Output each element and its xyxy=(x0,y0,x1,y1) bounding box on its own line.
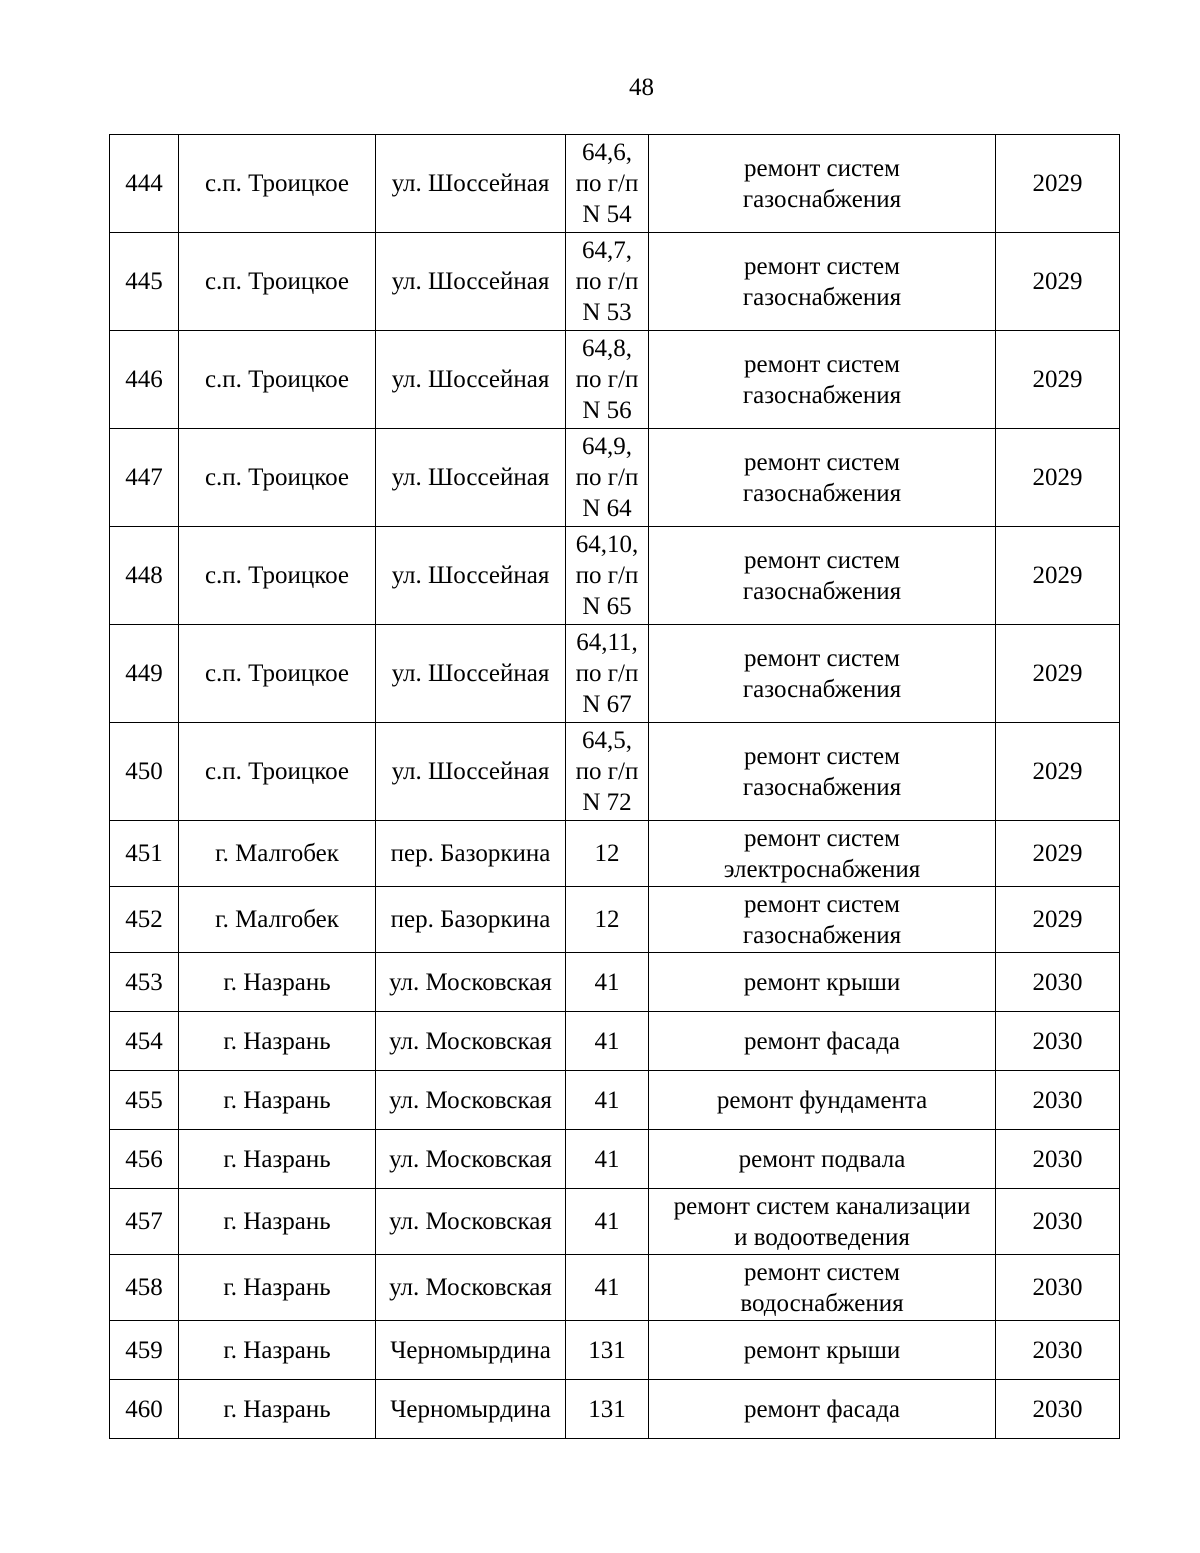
year-cell: 2029 xyxy=(996,331,1120,429)
street-cell: Черномырдина xyxy=(376,1321,566,1380)
table-row xyxy=(110,1321,1120,1380)
locality-cell: с.п. Троицкое xyxy=(179,723,376,821)
house-cell-line: по г/п xyxy=(575,562,639,589)
table-row xyxy=(110,887,1120,953)
table-row xyxy=(110,429,1120,527)
house-cell xyxy=(566,625,649,723)
locality-cell: г. Назрань xyxy=(179,1071,376,1130)
house-cell xyxy=(566,953,649,1012)
house-cell-line: 131 xyxy=(588,1336,626,1364)
street-cell: ул. Московская xyxy=(376,1012,566,1071)
house-cell xyxy=(566,429,649,527)
table-body xyxy=(110,135,1120,1439)
house-cell-line: по г/п xyxy=(575,170,639,197)
work-type-cell-line: ремонт систем xyxy=(744,154,900,182)
house-cell xyxy=(566,1071,649,1130)
work-type-cell-line: ремонт систем канализации xyxy=(673,1192,971,1220)
house-cell-line: 131 xyxy=(588,1395,626,1423)
house-cell-line: 64,9, xyxy=(582,433,632,460)
house-cell-line: N 54 xyxy=(582,201,632,228)
row-number-cell: 453 xyxy=(110,953,179,1012)
table-row xyxy=(110,723,1120,821)
street-cell: Черномырдина xyxy=(376,1380,566,1439)
row-number-cell: 444 xyxy=(110,135,179,233)
house-cell xyxy=(566,1380,649,1439)
street-cell: ул. Московская xyxy=(376,1189,566,1255)
locality-cell: с.п. Троицкое xyxy=(179,135,376,233)
house-cell-line: 41 xyxy=(594,1208,620,1235)
street-cell: пер. Базоркина xyxy=(376,821,566,887)
table-row xyxy=(110,953,1120,1012)
street-cell: ул. Московская xyxy=(376,1130,566,1189)
year-cell: 2029 xyxy=(996,821,1120,887)
house-cell-line: 41 xyxy=(594,968,620,996)
work-type-cell-line: ремонт крыши xyxy=(743,968,901,996)
work-type-cell-line: газоснабжения xyxy=(742,577,902,605)
work-type-cell xyxy=(649,429,996,527)
work-type-cell xyxy=(649,135,996,233)
house-cell-line: по г/п xyxy=(575,464,639,491)
house-cell xyxy=(566,135,649,233)
street-cell: ул. Шоссейная xyxy=(376,625,566,723)
street-cell: ул. Московская xyxy=(376,1071,566,1130)
street-cell: ул. Московская xyxy=(376,1255,566,1321)
year-cell: 2030 xyxy=(996,1255,1120,1321)
house-cell-line: 12 xyxy=(594,840,620,867)
house-cell-line: N 64 xyxy=(582,495,632,522)
work-type-cell-line: газоснабжения xyxy=(742,283,902,311)
locality-cell: с.п. Троицкое xyxy=(179,625,376,723)
row-number-cell: 458 xyxy=(110,1255,179,1321)
work-type-cell-line: ремонт систем xyxy=(744,546,900,574)
row-number-cell: 454 xyxy=(110,1012,179,1071)
house-cell-line: N 56 xyxy=(582,397,632,424)
house-cell-line: 64,8, xyxy=(582,335,632,362)
work-type-cell xyxy=(649,887,996,953)
house-cell-line: N 72 xyxy=(582,789,632,816)
house-cell xyxy=(566,887,649,953)
row-number-cell: 447 xyxy=(110,429,179,527)
house-cell-line: по г/п xyxy=(575,366,639,393)
page-number: 48 xyxy=(629,74,654,101)
house-cell xyxy=(566,821,649,887)
street-cell: ул. Шоссейная xyxy=(376,233,566,331)
street-cell: ул. Шоссейная xyxy=(376,429,566,527)
table-row xyxy=(110,331,1120,429)
house-cell-line: 41 xyxy=(594,1274,620,1301)
locality-cell: г. Малгобек xyxy=(179,887,376,953)
year-cell: 2029 xyxy=(996,135,1120,233)
locality-cell: г. Назрань xyxy=(179,1321,376,1380)
row-number-cell: 452 xyxy=(110,887,179,953)
street-cell: ул. Шоссейная xyxy=(376,135,566,233)
work-type-cell-line: газоснабжения xyxy=(742,773,902,801)
house-cell-line: 12 xyxy=(594,906,620,933)
work-type-cell xyxy=(649,625,996,723)
row-number-cell: 448 xyxy=(110,527,179,625)
work-type-cell-line: ремонт систем xyxy=(744,824,900,852)
work-type-cell xyxy=(649,821,996,887)
row-number-cell: 460 xyxy=(110,1380,179,1439)
table-row xyxy=(110,1255,1120,1321)
work-type-cell-line: электроснабжения xyxy=(723,855,921,883)
table-row xyxy=(110,1380,1120,1439)
house-cell xyxy=(566,1255,649,1321)
street-cell: ул. Московская xyxy=(376,953,566,1012)
table-row xyxy=(110,1071,1120,1130)
row-number-cell: 456 xyxy=(110,1130,179,1189)
house-cell-line: N 65 xyxy=(582,593,632,620)
year-cell: 2030 xyxy=(996,1012,1120,1071)
house-cell xyxy=(566,1189,649,1255)
work-type-cell-line: ремонт подвала xyxy=(738,1145,906,1173)
house-cell-line: по г/п xyxy=(575,660,639,687)
work-type-cell xyxy=(649,953,996,1012)
locality-cell: г. Назрань xyxy=(179,1189,376,1255)
locality-cell: с.п. Троицкое xyxy=(179,527,376,625)
year-cell: 2030 xyxy=(996,1321,1120,1380)
row-number-cell: 450 xyxy=(110,723,179,821)
year-cell: 2029 xyxy=(996,887,1120,953)
row-number-cell: 449 xyxy=(110,625,179,723)
table-row xyxy=(110,1012,1120,1071)
locality-cell: г. Назрань xyxy=(179,953,376,1012)
work-type-cell xyxy=(649,527,996,625)
year-cell: 2030 xyxy=(996,1189,1120,1255)
locality-cell: г. Назрань xyxy=(179,1255,376,1321)
house-cell-line: 41 xyxy=(594,1145,620,1173)
work-type-cell-line: газоснабжения xyxy=(742,185,902,213)
table-row xyxy=(110,527,1120,625)
street-cell: ул. Шоссейная xyxy=(376,723,566,821)
house-cell-line: 64,6, xyxy=(582,139,632,166)
house-cell-line: 64,10, xyxy=(575,531,639,558)
table-row xyxy=(110,233,1120,331)
street-cell: ул. Шоссейная xyxy=(376,527,566,625)
house-cell xyxy=(566,527,649,625)
year-cell: 2030 xyxy=(996,1071,1120,1130)
house-cell xyxy=(566,723,649,821)
table-row xyxy=(110,1130,1120,1189)
row-number-cell: 445 xyxy=(110,233,179,331)
work-type-cell-line: газоснабжения xyxy=(742,479,902,507)
row-number-cell: 451 xyxy=(110,821,179,887)
house-cell-line: по г/п xyxy=(575,268,639,295)
work-type-cell xyxy=(649,1321,996,1380)
year-cell: 2029 xyxy=(996,429,1120,527)
work-type-cell xyxy=(649,1380,996,1439)
house-cell-line: 64,7, xyxy=(582,237,632,264)
year-cell: 2029 xyxy=(996,233,1120,331)
row-number-cell: 457 xyxy=(110,1189,179,1255)
work-type-cell-line: ремонт фасада xyxy=(743,1027,901,1055)
locality-cell: г. Назрань xyxy=(179,1012,376,1071)
work-type-cell-line: ремонт фундамента xyxy=(716,1086,928,1114)
house-cell-line: по г/п xyxy=(575,758,639,785)
house-cell xyxy=(566,1321,649,1380)
house-cell-line: N 53 xyxy=(582,299,632,326)
work-type-cell-line: ремонт фасада xyxy=(743,1395,901,1423)
row-number-cell: 455 xyxy=(110,1071,179,1130)
work-type-cell xyxy=(649,1012,996,1071)
locality-cell: с.п. Троицкое xyxy=(179,331,376,429)
locality-cell: г. Назрань xyxy=(179,1130,376,1189)
work-type-cell-line: ремонт крыши xyxy=(743,1336,901,1364)
year-cell: 2029 xyxy=(996,527,1120,625)
work-type-cell-line: газоснабжения xyxy=(742,381,902,409)
year-cell: 2030 xyxy=(996,1380,1120,1439)
work-type-cell xyxy=(649,723,996,821)
work-type-cell-line: ремонт систем xyxy=(744,350,900,378)
house-cell-line: 64,11, xyxy=(576,629,638,656)
year-cell: 2029 xyxy=(996,723,1120,821)
locality-cell: с.п. Троицкое xyxy=(179,429,376,527)
house-cell-line: 64,5, xyxy=(582,727,632,754)
work-type-cell xyxy=(649,1189,996,1255)
house-cell xyxy=(566,1012,649,1071)
table-row xyxy=(110,1189,1120,1255)
work-type-cell-line: ремонт систем xyxy=(744,1258,900,1286)
work-type-cell xyxy=(649,331,996,429)
work-type-cell xyxy=(649,1255,996,1321)
work-type-cell xyxy=(649,1130,996,1189)
locality-cell: с.п. Троицкое xyxy=(179,233,376,331)
street-cell: ул. Шоссейная xyxy=(376,331,566,429)
year-cell: 2029 xyxy=(996,625,1120,723)
table-row xyxy=(110,821,1120,887)
house-cell-line: 41 xyxy=(594,1086,620,1114)
table-row xyxy=(110,135,1120,233)
work-type-cell-line: ремонт систем xyxy=(744,890,900,918)
house-cell xyxy=(566,331,649,429)
row-number-cell: 459 xyxy=(110,1321,179,1380)
house-cell-line: N 67 xyxy=(582,691,632,718)
house-cell xyxy=(566,233,649,331)
work-type-cell-line: ремонт систем xyxy=(744,252,900,280)
work-type-cell-line: ремонт систем xyxy=(744,448,900,476)
work-type-cell xyxy=(649,233,996,331)
house-cell-line: 41 xyxy=(594,1027,620,1055)
locality-cell: г. Назрань xyxy=(179,1380,376,1439)
locality-cell: г. Малгобек xyxy=(179,821,376,887)
year-cell: 2030 xyxy=(996,953,1120,1012)
work-type-cell xyxy=(649,1071,996,1130)
work-type-cell-line: ремонт систем xyxy=(744,742,900,770)
house-cell xyxy=(566,1130,649,1189)
row-number-cell: 446 xyxy=(110,331,179,429)
street-cell: пер. Базоркина xyxy=(376,887,566,953)
work-type-cell-line: водоснабжения xyxy=(740,1289,904,1317)
repair-schedule-table xyxy=(109,134,1120,1439)
work-type-cell-line: газоснабжения xyxy=(742,921,902,949)
table-row xyxy=(110,625,1120,723)
year-cell: 2030 xyxy=(996,1130,1120,1189)
work-type-cell-line: и водоотведения xyxy=(734,1223,910,1251)
work-type-cell-line: ремонт систем xyxy=(744,644,900,672)
work-type-cell-line: газоснабжения xyxy=(742,675,902,703)
